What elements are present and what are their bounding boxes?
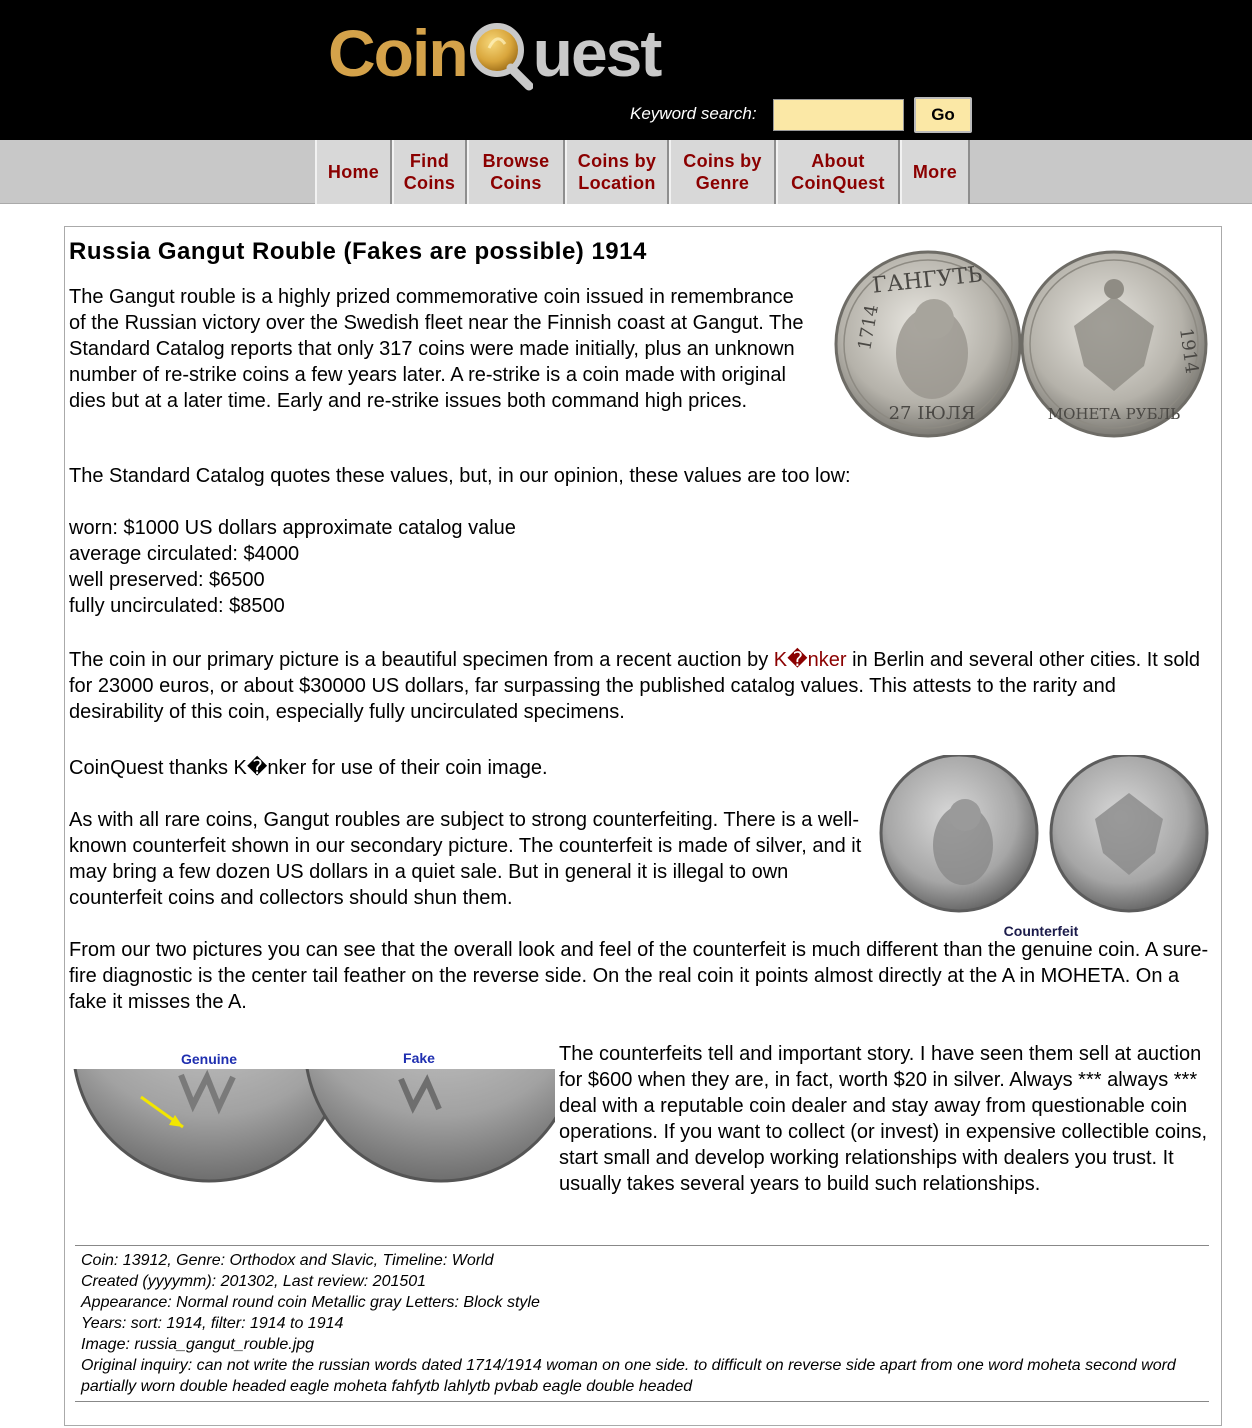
- important-story-text: The counterfeits tell and important story. I have seen them sell at auction for $600 when they are, in fact, worth $20 in silver. Always *** always *** deal with a reputable coin dealer and stay away from questionable coin operations. If you want to collect (or invest) in expensive collectible coins, start small and develop working relationships with dealers you trust. It usually takes several years to build such relationships.: [559, 1043, 1208, 1195]
- counterfeit-paragraph: As with all rare coins, Gangut roubles are subject to strong counterfeiting. There is a well-known counterfeit shown in our secondary picture. The counterfeit is made of silver, and it may bring a few dozen US dollars in a quiet sale. But in general it is illegal to own counterfeit coins and collectors should shun them.: [69, 809, 862, 909]
- logo-text-uest: uest: [532, 16, 661, 90]
- nav-coins-by-genre[interactable]: Coins by Genre: [669, 140, 776, 204]
- value-worn: worn: $1000 US dollars approximate catalog value: [69, 517, 516, 539]
- keyword-search-label: Keyword search:: [630, 104, 757, 123]
- nav-home[interactable]: Home: [315, 140, 392, 204]
- counterfeit-coin-image: [873, 755, 1217, 945]
- coin-legend-moneta: МОНЕТА РУБЛЬ: [1047, 405, 1181, 423]
- kuenker-link[interactable]: K�nker: [773, 649, 847, 671]
- meta-image: Image: russia_gangut_rouble.jpg: [81, 1336, 315, 1353]
- intro-paragraph: The Gangut rouble is a highly prized commemorative coin issued in remembrance of the Russian victory over the Swedish fleet near the Finnish coast at Gangut. The Standard Catalog reports that only 317 coins were made initially, plus an unknown number of re-strike coins a few years later. A re-strike is a coin made with original dies but at a later time. Early and re-strike issues both command high prices.: [69, 286, 804, 412]
- counterfeit-caption: Counterfeit: [1003, 923, 1079, 939]
- nav-browse-coins[interactable]: Browse Coins: [467, 140, 565, 204]
- primary-coin-image: [832, 241, 1210, 447]
- nav-about-coinquest[interactable]: About CoinQuest: [776, 140, 900, 204]
- article-container: [64, 226, 1222, 1426]
- nav-coins-by-location[interactable]: Coins by Location: [565, 140, 669, 204]
- meta-coin-genre: Coin: 13912, Genre: Orthodox and Slavic, Timeline: World: [81, 1252, 494, 1269]
- nav-more[interactable]: More: [900, 140, 970, 204]
- coin-legend-date: 27 ІЮЛЯ: [888, 403, 976, 424]
- diagnostic-text: From our two pictures you can see that the overall look and feel of the counterfeit is much different than the genuine coin. A sure-fire diagnostic is the center tail feather on the reverse side. On the real coin it points almost directly at the A in MOHETA. On a fake it misses the A.: [69, 939, 1209, 1013]
- auction-paragraph: [69, 647, 1209, 725]
- coin-legend-gangut: ГАНГУТЬ: [871, 262, 984, 299]
- image-float-spacer: [69, 1041, 559, 1199]
- coin-date-1714: 1714: [854, 303, 883, 352]
- meta-created: Created (yyyymm): 201302, Last review: 201501: [81, 1273, 427, 1290]
- coinquest-logo[interactable]: [328, 8, 660, 98]
- meta-years: Years: sort: 1914, filter: 1914 to 1914: [81, 1315, 344, 1332]
- main-nav: [0, 140, 1252, 204]
- thanks-paragraph: CoinQuest thanks K�nker for use of their coin image.: [69, 757, 548, 779]
- fake-caption: Fake: [403, 1050, 435, 1066]
- value-average-circulated: average circulated: $4000: [69, 543, 300, 565]
- go-button[interactable]: Go: [914, 97, 972, 133]
- value-well-preserved: well preserved: $6500: [69, 569, 265, 591]
- coin-date-1914: 1914: [1175, 326, 1203, 376]
- logo-text-coin: Coin: [328, 16, 467, 90]
- nav-find-coins[interactable]: Find Coins: [392, 140, 467, 204]
- magnifier-q-icon: [467, 8, 533, 98]
- coin-metadata: [75, 1245, 1209, 1402]
- site-header: [0, 0, 1252, 140]
- catalog-intro: The Standard Catalog quotes these values, but, in our opinion, these values are too low:: [69, 465, 851, 487]
- meta-original-inquiry: Original inquiry: can not write the russian words dated 1714/1914 woman on one side. to difficult on reverse side apart from one word moheta second word partially worn double headed eagle moheta fahfytb lahlytb pvbab eagle double headed: [81, 1357, 1176, 1395]
- auction-text-after: in Berlin and several other cities. It sold for 23000 euros, or about $30000 US dollars, far surpassing the published catalog values. This attests to the rarity and desirability of this coin, especially fully uncirculated specimens.: [69, 649, 1201, 723]
- auction-text-before: The coin in our primary picture is a beautiful specimen from a recent auction by: [69, 649, 774, 671]
- diagnostic-paragraph: [69, 937, 1209, 1015]
- page-title: Russia Gangut Rouble (Fakes are possible) 1914: [69, 238, 647, 265]
- value-fully-uncirculated: fully uncirculated: $8500: [69, 595, 285, 617]
- genuine-caption: Genuine: [180, 1051, 238, 1067]
- keyword-search-input[interactable]: [773, 99, 904, 131]
- meta-appearance: Appearance: Normal round coin Metallic gray Letters: Block style: [81, 1294, 540, 1311]
- important-story-paragraph: [69, 1041, 1209, 1197]
- catalog-values-list: [69, 515, 1209, 619]
